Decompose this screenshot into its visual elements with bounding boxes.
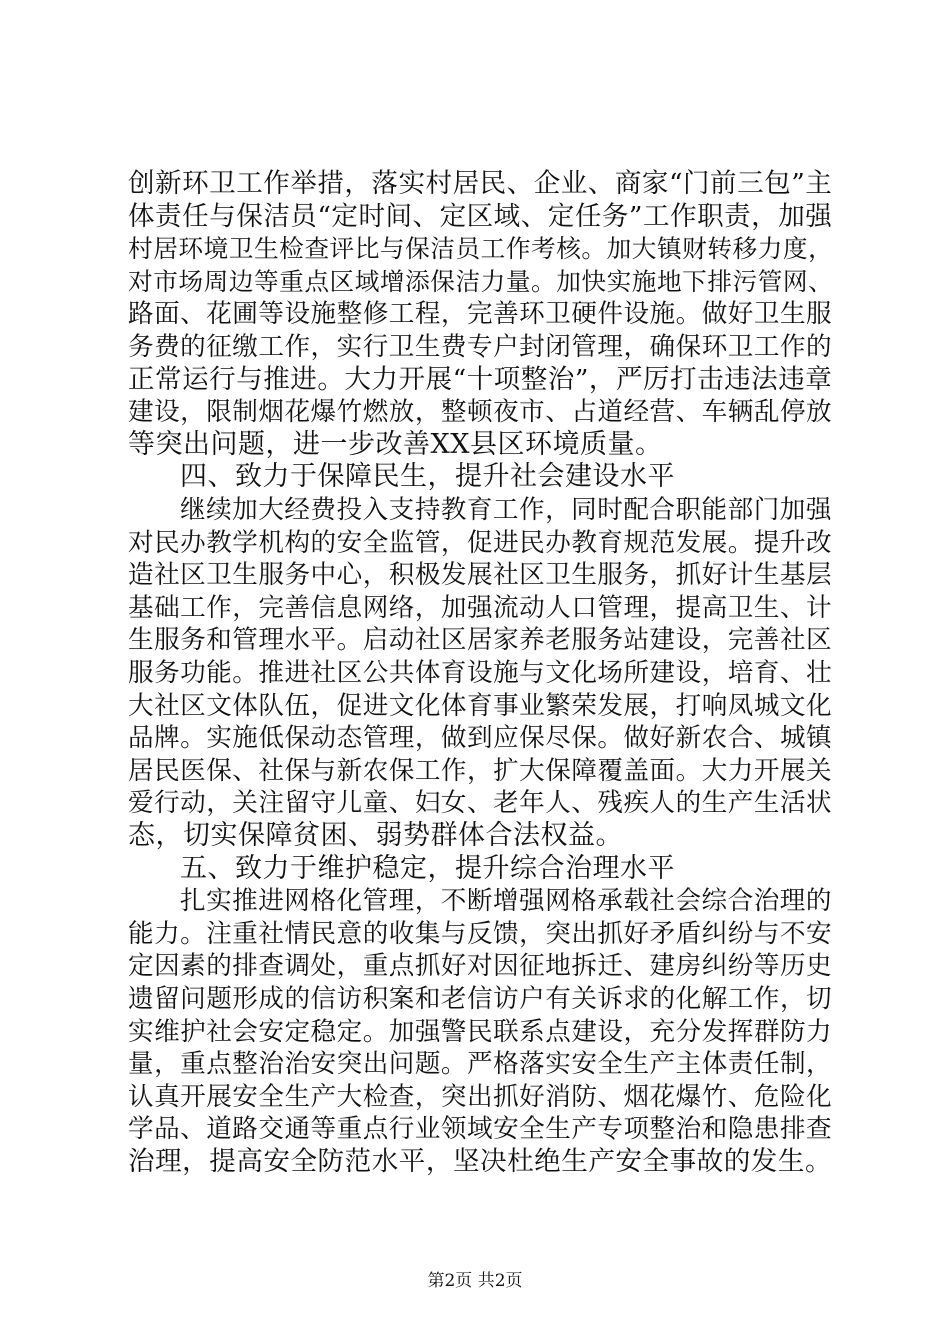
paragraph-line: 学品、道路交通等重点行业领域安全生产专项整治和隐患排查 xyxy=(128,1114,833,1145)
paragraph-line: 务费的征缴工作，实行卫生费专户封闭管理，确保环卫工作的 xyxy=(128,332,833,362)
paragraph-line: 继续加大经费投入支持教育工作，同时配合职能部门加强 xyxy=(180,495,832,525)
paragraph-line: 路面、花圃等设施整修工程，完善环卫硬件设施。做好卫生服 xyxy=(128,299,833,330)
page-number: 第2页 共2页 xyxy=(427,1271,523,1291)
paragraph-line: 基础工作，完善信息网络，加强流动人口管理，提高卫生、计 xyxy=(128,592,833,623)
paragraph-line: 对市场周边等重点区域增添保洁力量。加快实施地下排污管网、 xyxy=(128,266,834,296)
paragraph-line: 服务功能。推进社区公共体育设施与文化场所建设，培育、壮 xyxy=(128,658,833,688)
paragraph-line: 村居环境卫生检查评比与保洁员工作考核。加大镇财转移力度， xyxy=(128,234,834,264)
paragraph-line: 扎实推进网格化管理，不断增强网格承载社会综合治理的 xyxy=(180,886,832,917)
section-heading-4: 四、致力于保障民生，提升社会建设水平 xyxy=(180,461,675,493)
paragraph-line: 态，切实保障贫困、弱势群体合法权益。 xyxy=(128,820,623,851)
paragraph-line: 生服务和管理水平。启动社区居家养老服务站建设，完善社区 xyxy=(128,625,833,656)
paragraph-line: 创新环卫工作举措，落实村居民、企业、商家“门前三包”主 xyxy=(128,168,833,199)
paragraph-line: 建设，限制烟花爆竹燃放，整顿夜市、占道经营、车辆乱停放 xyxy=(128,397,833,428)
paragraph-line: 体责任与保洁员“定时间、定区域、定任务”工作职责，加强 xyxy=(128,200,833,232)
paragraph-line: 治理，提高安全防范水平，坚决杜绝生产安全事故的发生。 xyxy=(128,1146,833,1177)
paragraph-line: 遗留问题形成的信访积案和老信访户有关诉求的化解工作，切 xyxy=(128,984,833,1014)
paragraph-line: 能力。注重社情民意的收集与反馈，突出抓好矛盾纠纷与不安 xyxy=(128,918,833,949)
paragraph-line: 认真开展安全生产大检查，突出抓好消防、烟花爆竹、危险化 xyxy=(128,1081,833,1112)
section-heading-5: 五、致力于维护稳定，提升综合治理水平 xyxy=(180,852,675,884)
paragraph-line: 品牌。实施低保动态管理，做到应保尽保。做好新农合、城镇 xyxy=(128,723,833,754)
paragraph-line: 大社区文体队伍，促进文化体育事业繁荣发展，打响凤城文化 xyxy=(128,690,833,721)
paragraph-line: 等突出问题，进一步改善XX县区环境质量。 xyxy=(128,428,663,460)
paragraph-line: 造社区卫生服务中心，积极发展社区卫生服务，抓好计生基层 xyxy=(128,560,833,591)
paragraph-line: 定因素的排查调处，重点抓好对因征地拆迁、建房纠纷等历史 xyxy=(128,951,833,982)
paragraph-line: 居民医保、社保与新农保工作，扩大保障覆盖面。大力开展关 xyxy=(128,755,833,786)
paragraph-line: 爱行动，关注留守儿童、妇女、老年人、残疾人的生产生活状 xyxy=(128,788,833,819)
paragraph-line: 正常运行与推进。大力开展“十项整治”，严厉打击违法违章 xyxy=(128,363,833,395)
paragraph-line: 量，重点整治治安突出问题。严格落实安全生产主体责任制， xyxy=(128,1049,833,1080)
paragraph-line: 对民办教学机构的安全监管，促进民办教育规范发展。提升改 xyxy=(128,527,833,558)
paragraph-line: 实维护社会安定稳定。加强警民联系点建设，充分发挥群防力 xyxy=(128,1016,833,1047)
